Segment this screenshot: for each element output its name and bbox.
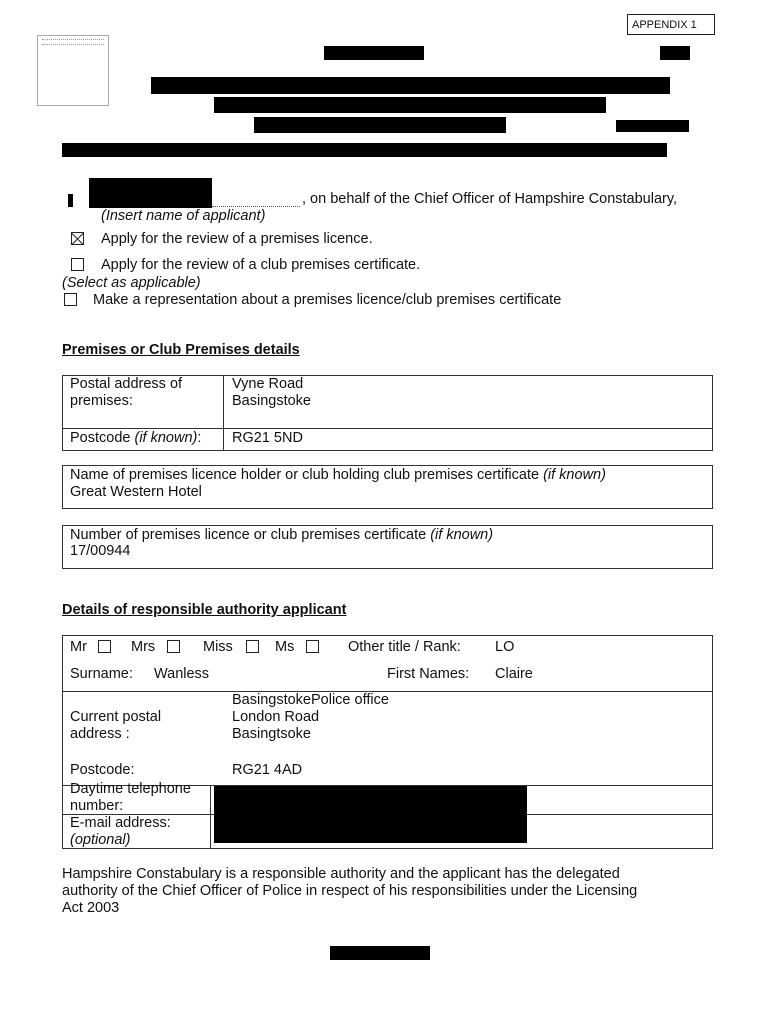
address-line2: London Road: [232, 709, 320, 725]
divider: [62, 428, 713, 429]
postal-address-line1: Vyne Road: [232, 376, 304, 392]
licence-holder-value: Great Western Hotel: [70, 484, 202, 500]
title-ms-label: Ms: [275, 639, 295, 655]
redacted-block: [324, 46, 424, 60]
email-hint: (optional): [70, 832, 131, 848]
postcode-colon: :: [197, 430, 202, 446]
phone-label-line1: Daytime telephone: [70, 781, 191, 797]
postcode-hint: (if known): [134, 430, 198, 446]
representation-label: Make a representation about a premises licence/club premises certificate: [93, 292, 562, 308]
footer-line3: Act 2003: [62, 900, 120, 916]
redacted-block: [68, 194, 73, 207]
licence-number-label: [70, 527, 493, 544]
holder-label-text: Name of premises licence holder or club holding club premises certificate: [70, 467, 544, 483]
redacted-block: [616, 120, 689, 132]
postal-address-label: Postal address of premises:: [70, 376, 183, 409]
email-label: E-mail address:: [70, 815, 171, 831]
premises-section-title: Premises or Club Premises details: [62, 342, 300, 358]
applicant-hint: (Insert name of applicant): [101, 208, 266, 224]
first-names-label: First Names:: [387, 666, 470, 682]
address-label-line1: Current postal: [70, 709, 162, 725]
number-hint: (if known): [430, 527, 494, 543]
redacted-block: [151, 77, 670, 94]
divider: [210, 785, 211, 849]
postal-address-line2: Basingstoke: [232, 393, 311, 409]
authority-section-title: Details of responsible authority applicant: [62, 602, 347, 618]
club-review-label: Apply for the review of a club premises certificate.: [101, 257, 421, 273]
surname-label: Surname:: [70, 666, 133, 682]
select-hint: (Select as applicable): [62, 275, 201, 291]
authority-postcode-label: Postcode:: [70, 762, 135, 778]
holder-hint: (if known): [543, 467, 606, 483]
applicant-line-text: , on behalf of the Chief Officer of Hampshire Constabulary,: [302, 191, 678, 207]
other-title-value: LO: [495, 639, 515, 655]
postcode-label-text: Postcode: [70, 430, 135, 446]
redacted-block: [660, 46, 690, 60]
redacted-block: [330, 946, 430, 960]
applicant-name-line[interactable]: [212, 190, 300, 207]
divider: [223, 375, 224, 451]
logo-placeholder: [37, 35, 109, 106]
footer-line2: authority of the Chief Officer of Police in respect of his responsibilities under the Licensing: [62, 883, 638, 899]
title-mr-label: Mr: [70, 639, 87, 655]
authority-postcode-value: RG21 4AD: [232, 762, 303, 778]
title-ms-checkbox[interactable]: [306, 640, 319, 653]
number-label-text: Number of premises licence or club premises certificate: [70, 527, 431, 543]
other-title-label: Other title / Rank:: [348, 639, 461, 655]
premises-postcode-value: RG21 5ND: [232, 430, 303, 446]
club-review-checkbox[interactable]: [71, 258, 84, 271]
premises-review-checkbox[interactable]: [71, 232, 84, 245]
representation-checkbox[interactable]: [64, 293, 77, 306]
address-line1: BasingstokePolice office: [232, 692, 389, 708]
title-mrs-label: Mrs: [131, 639, 156, 655]
footer-line1: Hampshire Constabulary is a responsible authority and the applicant has the delegated: [62, 866, 620, 882]
address-label-line2: address :: [70, 726, 130, 742]
redacted-block: [62, 143, 667, 157]
redacted-applicant-name: [89, 178, 212, 208]
first-names-value: Claire: [495, 666, 533, 682]
title-mrs-checkbox[interactable]: [167, 640, 180, 653]
redacted-block: [214, 97, 606, 113]
licence-holder-label: [70, 467, 606, 484]
licence-number-value: 17/00944: [70, 543, 131, 559]
title-miss-checkbox[interactable]: [246, 640, 259, 653]
surname-value: Wanless: [154, 666, 210, 682]
phone-label-line2: number:: [70, 798, 124, 814]
premises-review-label: Apply for the review of a premises licence.: [101, 231, 373, 247]
redacted-block: [254, 117, 506, 133]
title-mr-checkbox[interactable]: [98, 640, 111, 653]
premises-postcode-label: [70, 430, 201, 447]
appendix-label: APPENDIX 1: [627, 14, 715, 35]
redacted-contact-details: [214, 786, 527, 843]
address-line3: Basingtsoke: [232, 726, 311, 742]
title-miss-label: Miss: [203, 639, 233, 655]
